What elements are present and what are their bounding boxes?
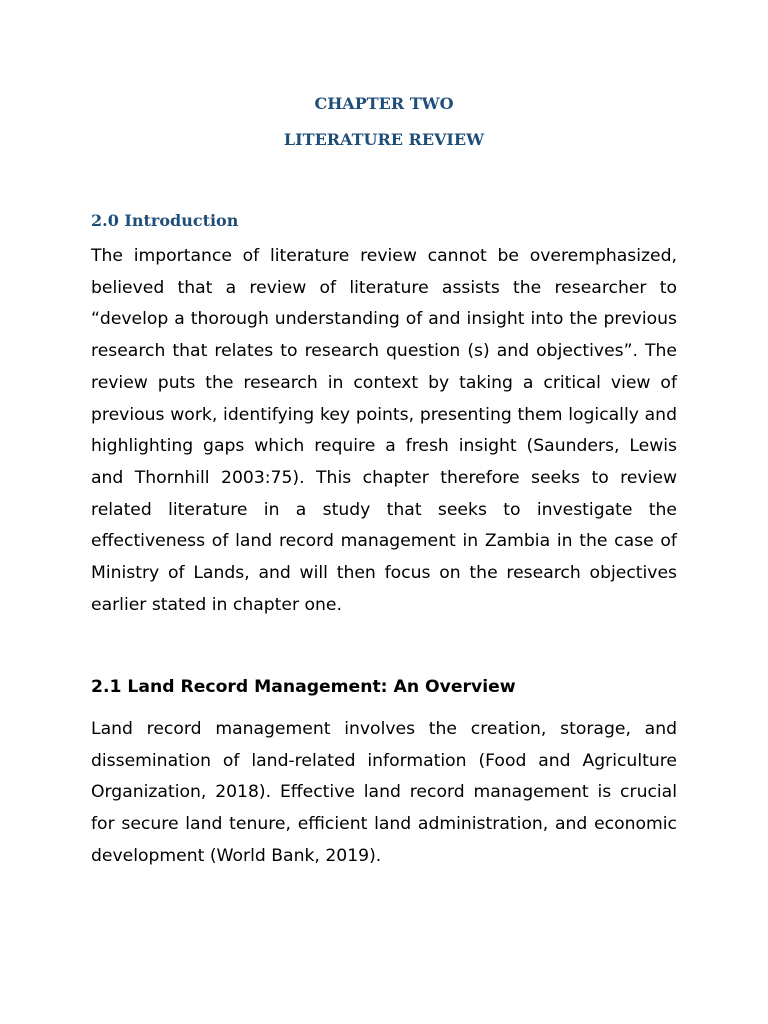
section-heading-introduction: 2.0 Introduction: [91, 211, 239, 230]
overview-paragraph: Land record management involves the creation, storage, and dissemination of land-related information (Food and Agriculture Organization, 2018). Effective land record management is crucial for secure land tenure, efficient land administration, and economic development (World Bank, 2019).: [91, 719, 677, 866]
chapter-number: CHAPTER TWO: [314, 94, 454, 113]
introduction-paragraph: The importance of literature review cannot be overemphasized, believed that a review of literature assists the researcher to “develop a thorough understanding of and insight into the previous research that relates to research question (s) and objectives”. The review puts the research in context by taking a critical view of previous work, identifying key points, presenting them logically and highlighting gaps which require a fresh insight (Saunders, Lewis and Thornhill 2003:75). This chapter therefore seeks to review related literature in a study that seeks to investigate the effectiveness of land record management in Zambia in the case of Ministry of Lands, and will then focus on the research objectives earlier stated in chapter one.: [91, 246, 677, 615]
chapter-title: LITERATURE REVIEW: [283, 130, 485, 149]
section-heading-overview: 2.1 Land Record Management: An Overview: [91, 677, 516, 697]
